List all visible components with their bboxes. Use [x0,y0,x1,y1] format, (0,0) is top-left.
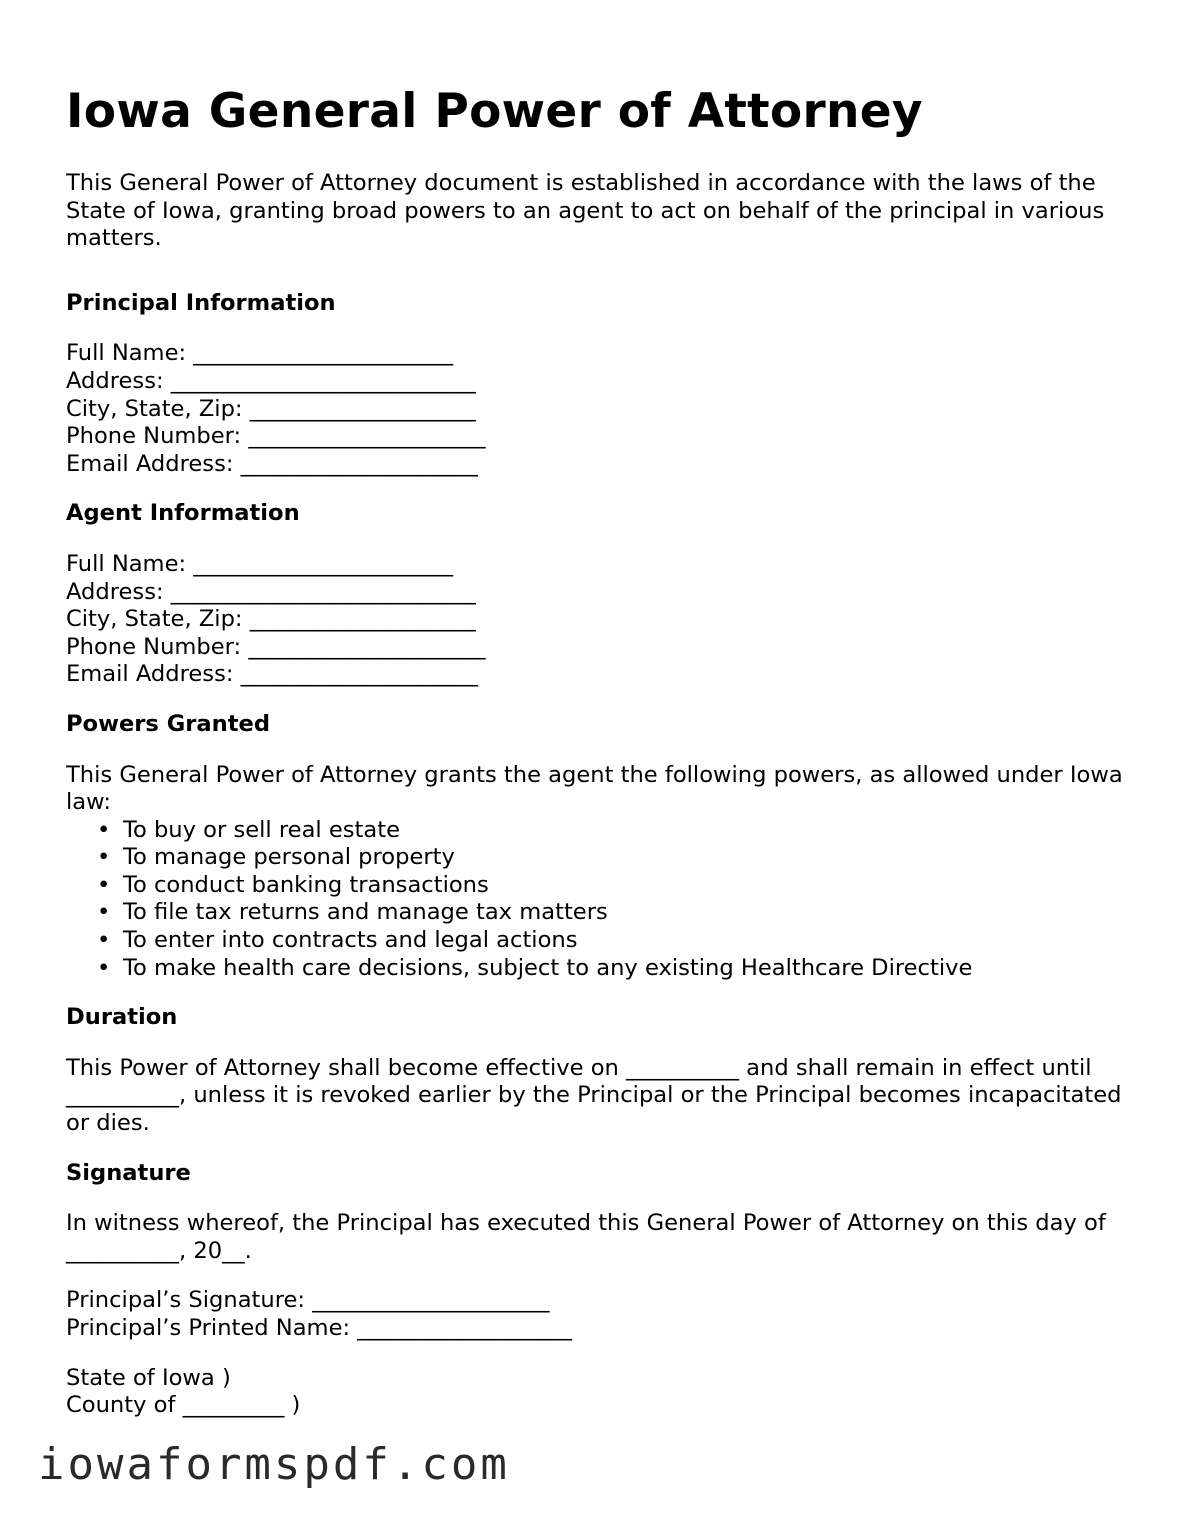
page-title: Iowa General Power of Attorney [66,84,923,139]
agent-address-field: Address: ___________________________ [66,578,476,605]
agent-city-state-zip-field: City, State, Zip: ____________________ [66,606,476,633]
signature-paragraph: In witness whereof, the Principal has executed this General Power of Attorney on this day of __________, 20__. [66,1210,1106,1264]
duration-heading: Duration [66,1004,178,1031]
powers-heading: Powers Granted [66,710,271,737]
signature-fields [66,1287,1146,1342]
agent-email-field: Email Address: _____________________ [66,661,478,688]
principal-email-field: Email Address: _____________________ [66,450,478,477]
list-item [97,871,1146,900]
agent-heading: Agent Information [66,500,300,527]
power-item-text: To make health care decisions, subject to any existing Healthcare Directive [123,954,973,981]
principal-full-name-field: Full Name: _______________________ [66,340,454,367]
list-item [97,816,1146,845]
bullet-icon: • [97,954,111,981]
power-item-text: To enter into contracts and legal actions [123,927,578,954]
document-page [66,82,1146,1420]
principal-phone-field: Phone Number: _____________________ [66,423,486,450]
powers-intro: This General Power of Attorney grants the agent the following powers, as allowed under Iowa law: [66,761,1123,816]
notary-county-line: County of _________ ) [66,1392,301,1419]
agent-phone-field: Phone Number: _____________________ [66,633,486,660]
principal-heading: Principal Information [66,289,336,316]
list-item [97,899,1146,927]
power-item-text: To buy or sell real estate [123,816,401,843]
intro-paragraph: This General Power of Attorney document is established in accordance with the laws of the State of Iowa, granting broad powers to an agent to act on behalf of the principal in various matters. [66,170,1105,252]
agent-full-name-field: Full Name: _______________________ [66,550,454,577]
principal-city-state-zip-field: City, State, Zip: ____________________ [66,395,476,422]
notary-state-line: State of Iowa ) [66,1364,231,1391]
site-watermark: iowaformspdf.com [38,1439,510,1490]
power-item-text: To manage personal property [123,844,455,871]
bullet-icon: • [97,927,111,954]
principal-signature-field: Principal’s Signature: _____________________ [66,1287,550,1314]
list-item [97,954,1146,983]
power-item-text: To conduct banking transactions [123,871,489,898]
signature-heading: Signature [66,1159,191,1186]
list-item [97,844,1146,872]
principal-address-field: Address: ___________________________ [66,367,476,394]
bullet-icon: • [97,899,111,926]
duration-paragraph: This Power of Attorney shall become effective on __________ and shall remain in effect until __________, unless it is revoked earlier by the Principal or the Principal becomes incapacitated or dies. [66,1054,1122,1137]
power-item-text: To file tax returns and manage tax matters [123,899,608,926]
powers-list [66,817,1146,983]
bullet-icon: • [97,844,111,871]
principal-printed-name-field: Principal’s Printed Name: ___________________ [66,1315,572,1341]
agent-fields [66,551,1146,689]
bullet-icon: • [97,816,111,843]
list-item [97,927,1146,955]
notary-block [66,1365,1146,1420]
principal-fields [66,340,1146,478]
bullet-icon: • [97,871,111,898]
